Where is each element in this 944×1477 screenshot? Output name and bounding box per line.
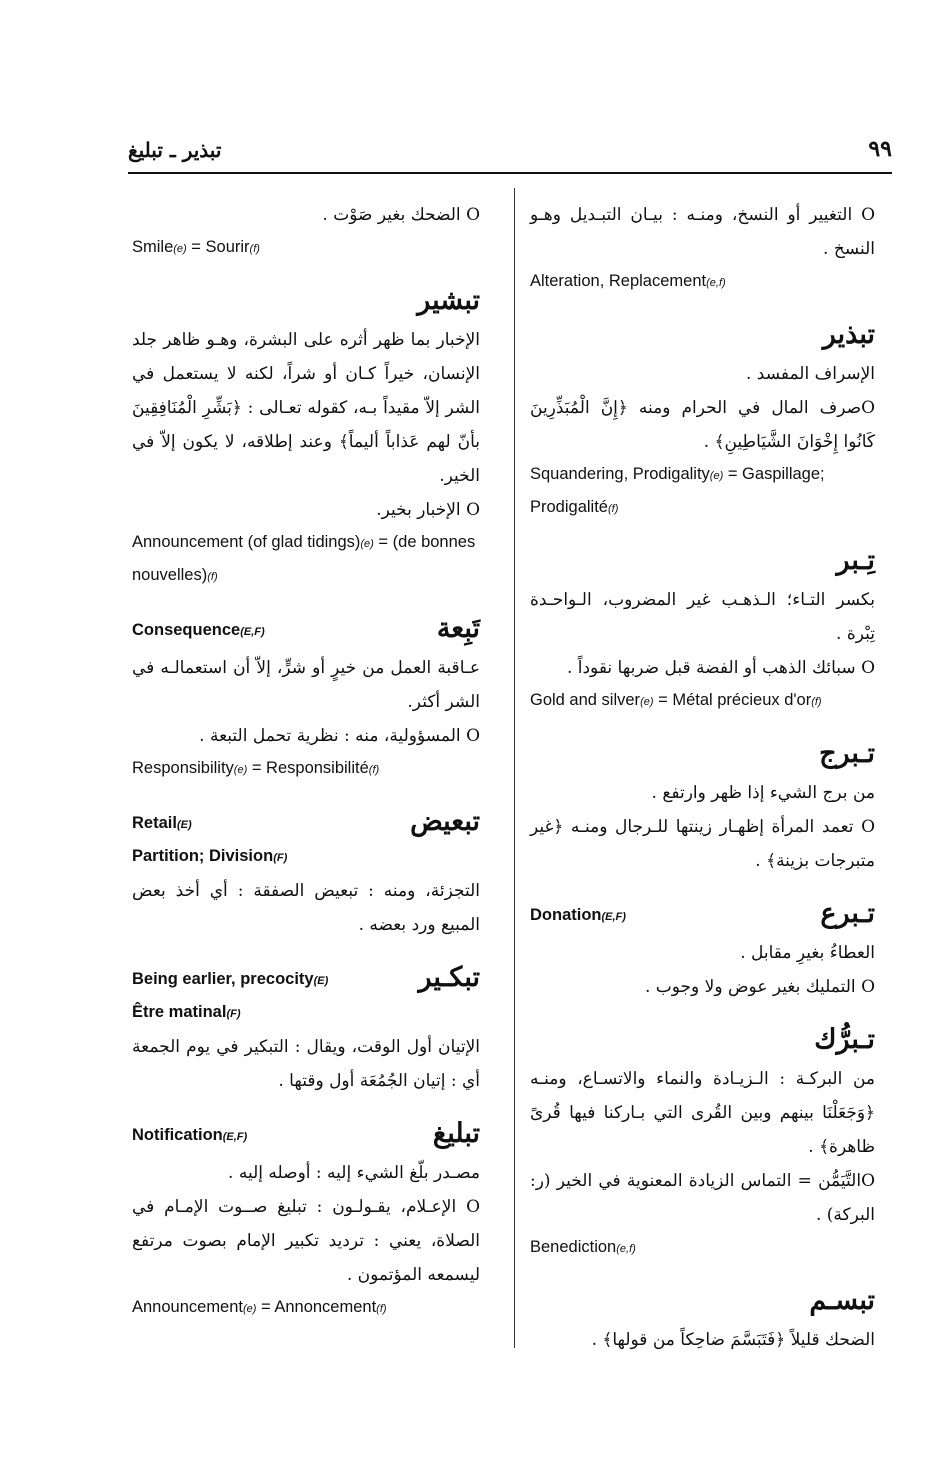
translation-equivalent: = Responsibilité(f) bbox=[247, 759, 380, 777]
left-english-translation bbox=[132, 753, 480, 786]
right-arabic-definition: Oالتَّيَمُّن = التماس الزيادة المعنوية في الخير (ر: البركة) . bbox=[530, 1171, 875, 1225]
language-tag: (f) bbox=[811, 696, 822, 708]
entry-headword: تبليغ bbox=[432, 1118, 480, 1149]
headword-translation bbox=[132, 956, 328, 1030]
language-tag: (F) bbox=[226, 1008, 241, 1020]
header-rule bbox=[128, 172, 892, 174]
right-entry-headword: تـبرُّك bbox=[814, 1024, 875, 1055]
left-entry-header bbox=[132, 1112, 480, 1156]
language-tag: (e) bbox=[233, 764, 248, 776]
translation-term-alt: Partition; Division(F) bbox=[132, 847, 288, 865]
translation-term: Announcement (of glad tidings)(e) bbox=[132, 533, 374, 551]
translation-equivalent: = Annoncement(f) bbox=[256, 1298, 387, 1316]
language-tag: (f) bbox=[207, 571, 218, 583]
column-divider bbox=[514, 188, 515, 1348]
translation-equivalent: = Sourir(f) bbox=[186, 238, 260, 256]
language-tag: (F) bbox=[273, 852, 288, 864]
translation-term: Consequence(E,F) bbox=[132, 621, 265, 639]
left-entry-header bbox=[132, 956, 480, 1030]
left-arabic-definition: O المسؤولية، منه : نظرية تحمل التبعة . bbox=[199, 726, 480, 746]
left-entry-header bbox=[132, 607, 480, 651]
headword-translation bbox=[132, 1112, 247, 1153]
translation-equivalent: = Gaspillage; Prodigalité(f) bbox=[530, 465, 825, 516]
right-arabic-definition: الإسراف المفسد . bbox=[745, 364, 875, 384]
translation-term-alt: Être matinal(F) bbox=[132, 1003, 241, 1021]
right-arabic-definition: من البركـة : الـزيـادة والنماء والاتسـاع، ومنـه ﴿وَجَعَلْنَا بينهم وبين القُرى التي بـاركنا فيها قُرىً ظاهرة﴾ . bbox=[530, 1069, 875, 1157]
language-tag: (E,F) bbox=[222, 1131, 248, 1143]
translation-term: Squandering, Prodigality(e) bbox=[530, 465, 724, 483]
left-entry-header bbox=[132, 800, 480, 874]
language-tag: (e,f) bbox=[616, 1243, 636, 1255]
translation-term: Donation(E,F) bbox=[530, 906, 626, 924]
translation-equivalent: = Métal précieux d'or(f) bbox=[653, 691, 822, 709]
right-entry-headword: تبسـم bbox=[809, 1285, 875, 1316]
left-arabic-definition: الإخبار بما ظهر أثره على البشرة، وهـو ظاهر جلد الإنسان، خيراً كـان أو شراً، لكنه لا يستعمل في الشر إلاّ مقيداً بـه، كقوله تعـالى : ﴿بَشِّرِ الْمُنَافِقِينَ بأنّ لهم عَذاباً أليماً﴾ وعند إطلاقه، لا يكون إلاّ في الخير. bbox=[132, 330, 480, 486]
right-arabic-definition: الضحك قليلاً ﴿فَتَبَسَّمَ ضاحِكاً من قولها﴾ . bbox=[591, 1330, 875, 1350]
right-entry-headword: تـبرج bbox=[819, 738, 875, 769]
language-tag: (e) bbox=[709, 470, 724, 482]
right-arabic-definition: O التغيير أو النسخ، ومنـه : بيـان التبـديل وهـو النسخ . bbox=[530, 205, 875, 259]
language-tag: (f) bbox=[376, 1303, 387, 1315]
translation-term: Being earlier, precocity(E) bbox=[132, 970, 329, 988]
translation-term: Responsibility(e) bbox=[132, 759, 248, 777]
language-tag: (f) bbox=[607, 503, 619, 515]
left-entry-headword: تبشير bbox=[417, 285, 480, 316]
headword-translation bbox=[530, 892, 626, 933]
headword-translation bbox=[132, 607, 265, 648]
language-tag: (E) bbox=[313, 975, 329, 987]
translation-equivalent: = (de bonnes nouvelles)(f) bbox=[132, 533, 476, 584]
right-arabic-definition: بكسر التـاء؛ الـذهـب غير المضروب، الـواحـدة تِبْرة . bbox=[530, 590, 875, 644]
language-tag: (e,f) bbox=[706, 277, 726, 289]
language-tag: (E,F) bbox=[240, 626, 265, 638]
right-arabic-definition: O تعمد المرأة إظهـار زينتها للـرجال ومنـه ﴿غير متبرجات بزينة﴾ . bbox=[530, 817, 875, 871]
left-english-translation bbox=[132, 1292, 480, 1325]
right-arabic-definition: O التمليك بغير عوض ولا وجوب . bbox=[644, 977, 875, 997]
left-english-translation bbox=[132, 527, 480, 593]
language-tag: (f) bbox=[249, 243, 260, 255]
language-tag: (f) bbox=[368, 764, 380, 776]
left-arabic-definition: مصـدر بلّغ الشيء إليه : أوصله إليه . bbox=[228, 1163, 480, 1183]
right-english-translation bbox=[530, 1232, 875, 1265]
left-column bbox=[132, 198, 480, 1325]
language-tag: (e) bbox=[360, 538, 374, 550]
language-tag: (E) bbox=[176, 819, 192, 831]
entry-headword: تَبِعة bbox=[436, 613, 480, 644]
entry-headword: تبكـير bbox=[418, 962, 480, 993]
left-arabic-definition: O الإعـلام، يقـولـون : تبليغ صــوت الإمـام في الصلاة، يعني : ترديد تكبير الإمام بصوت مرتفع ليسمعه المؤتمون . bbox=[132, 1197, 480, 1285]
right-english-translation bbox=[530, 266, 875, 299]
language-tag: (e) bbox=[173, 243, 187, 255]
right-arabic-definition: O سبائك الذهب أو الفضة قبل ضربها نقوداً . bbox=[566, 658, 875, 678]
right-entry-headword: تِـبر bbox=[836, 545, 875, 576]
left-arabic-definition: O الضحك بغير صَوْت . bbox=[322, 205, 480, 225]
translation-term: Announcement(e) bbox=[132, 1298, 257, 1316]
left-arabic-definition: الإتيان أول الوقت، ويقال : التبكير في يوم الجمعة أي : إتيان الجُمُعَة أول وقتها . bbox=[132, 1037, 480, 1091]
translation-term: Gold and silver(e) bbox=[530, 691, 654, 709]
language-tag: (e) bbox=[640, 696, 654, 708]
right-arabic-definition: Oصرف المال في الحرام ومنه ﴿إِنَّ الْمُبَذِّرِينَ كَانُوا إِخْوَانَ الشَّيَاطِينِ﴾ . bbox=[530, 398, 875, 452]
left-arabic-definition: عـاقبة العمل من خيرٍ أو شرٍّ، إلاّ أن استعمالـه في الشر أكثر. bbox=[132, 658, 480, 712]
left-arabic-definition: O الإخبار بخير. bbox=[376, 500, 480, 520]
translation-term: Retail(E) bbox=[132, 814, 192, 832]
translation-term: Notification(E,F) bbox=[132, 1126, 248, 1144]
left-english-translation bbox=[132, 232, 480, 265]
right-english-translation bbox=[530, 459, 875, 525]
translation-term: Smile(e) bbox=[132, 238, 187, 256]
page-number: ٩٩ bbox=[868, 136, 892, 162]
entry-headword: تـبرع bbox=[820, 898, 875, 929]
headword-translation bbox=[132, 800, 287, 874]
language-tag: (e) bbox=[243, 1303, 257, 1315]
right-column bbox=[530, 198, 875, 1357]
running-title: تبذير ـ تبليغ bbox=[128, 138, 222, 162]
translation-term: Alteration, Replacement(e,f) bbox=[530, 272, 726, 290]
left-arabic-definition: التجزئة، ومنه : تبعيض الصفقة : أي أخذ بعض المبيع ورد بعضه . bbox=[132, 881, 480, 935]
translation-term: Benediction(e,f) bbox=[530, 1238, 636, 1256]
right-entry-headword: تبذير bbox=[822, 319, 875, 350]
right-arabic-definition: من برج الشيء إذا ظهر وارتفع . bbox=[651, 783, 875, 803]
right-english-translation bbox=[530, 685, 875, 718]
entry-headword: تبعيض bbox=[410, 806, 480, 837]
language-tag: (E,F) bbox=[601, 911, 626, 923]
right-arabic-definition: العطاءُ بغيرِ مقابل . bbox=[740, 943, 875, 963]
right-entry-header bbox=[530, 892, 875, 936]
